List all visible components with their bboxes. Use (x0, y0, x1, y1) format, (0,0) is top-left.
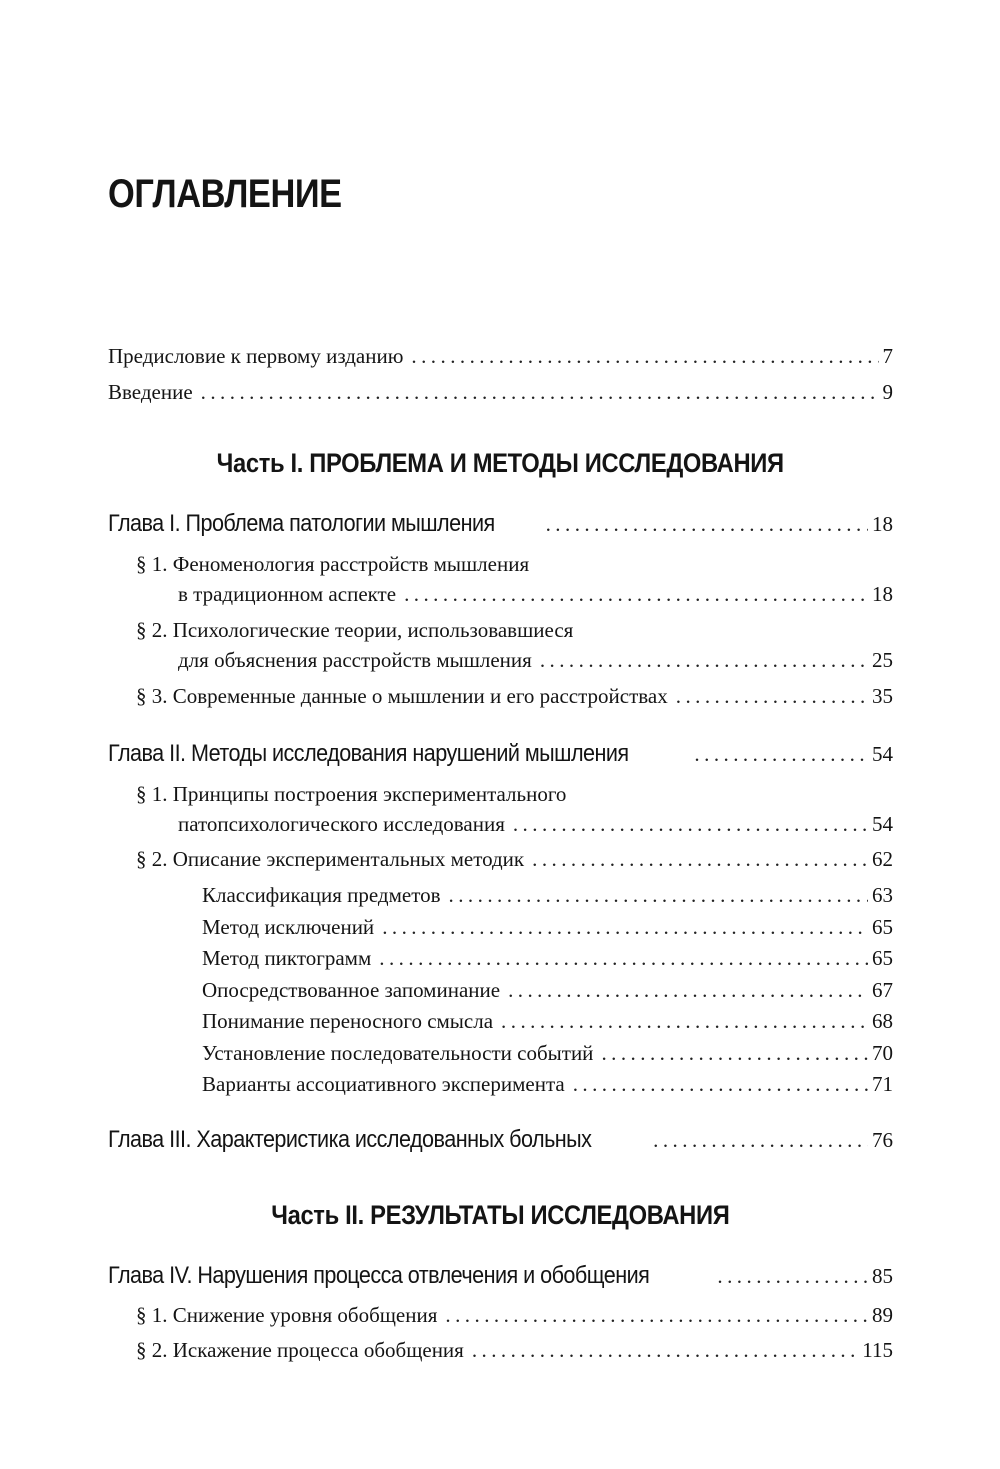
toc-method-item[interactable] (202, 1070, 893, 1098)
leader-dots (404, 580, 868, 608)
toc-entry-page: 54 (872, 742, 893, 766)
leader-dots (379, 944, 868, 972)
toc-entry-introduction[interactable] (108, 378, 893, 406)
toc-entry-label: Классификация предметов (202, 883, 441, 907)
leader-dots (382, 913, 868, 941)
toc-section-2-1[interactable] (178, 810, 893, 838)
toc-entry-label: для объяснения расстройств мышления (178, 648, 532, 672)
page-title: ОГЛАВЛЕНИЕ (108, 172, 342, 216)
toc-section-1-3[interactable] (136, 682, 893, 710)
toc-method-item[interactable] (202, 1007, 893, 1035)
toc-entry-page: 25 (872, 648, 893, 672)
toc-entry-label: Варианты ассоциативного эксперимента (202, 1072, 565, 1096)
leader-dots (411, 342, 878, 370)
chapter-label: Глава IV. Нарушения процесса отвлечения и обобщения (108, 1262, 650, 1289)
toc-entry-label: Установление последовательности событий (202, 1041, 594, 1065)
toc-entry-page: 18 (872, 512, 893, 536)
toc-entry-label: § 1. Снижение уровня обобщения (136, 1303, 438, 1327)
toc-section-4-1[interactable] (136, 1301, 893, 1329)
section-1-2-line1: § 2. Психологические теории, использовавшиеся (136, 618, 574, 642)
toc-entry-label: Понимание переносного смысла (202, 1009, 494, 1033)
toc-entry-page: 7 (882, 344, 893, 368)
leader-dots (501, 1007, 868, 1035)
toc-entry-label: в традиционном аспекте (178, 582, 397, 606)
toc-entry-page: 18 (872, 582, 893, 606)
toc-entry-label: Метод пиктограмм (202, 946, 372, 970)
toc-entry-label: Метод исключений (202, 915, 375, 939)
toc-section-1-2[interactable] (178, 646, 893, 674)
toc-section-4-2[interactable] (136, 1336, 893, 1364)
leader-dots (694, 740, 868, 768)
leader-dots (508, 976, 868, 1004)
toc-entry-label: § 3. Современные данные о мышлении и его расстройствах (136, 684, 668, 708)
toc-entry-page: 71 (872, 1072, 893, 1096)
toc-entry-label: § 2. Описание экспериментальных методик (136, 847, 525, 871)
toc-entry-label: § 2. Искажение процесса обобщения (136, 1338, 464, 1362)
chapter-label: Глава I. Проблема патологии мышления (108, 510, 495, 537)
toc-method-item[interactable] (202, 976, 893, 1004)
toc-entry-label: Введение (108, 380, 193, 404)
leader-dots (676, 682, 868, 710)
toc-entry-page: 70 (872, 1041, 893, 1065)
toc-entry-page: 115 (862, 1338, 893, 1362)
toc-section-1-1[interactable] (178, 580, 893, 608)
toc-entry-page: 89 (872, 1303, 893, 1327)
chapter-label: Глава III. Характеристика исследованных больных (108, 1126, 592, 1153)
toc-entry-page: 76 (872, 1128, 893, 1152)
leader-dots (546, 510, 868, 538)
toc-section-2-2[interactable] (136, 845, 893, 873)
toc-entry-page: 35 (872, 684, 893, 708)
toc-chapter-3[interactable] (108, 1126, 893, 1154)
leader-dots (601, 1039, 868, 1067)
leader-dots (472, 1336, 858, 1364)
toc-entry-page: 9 (882, 380, 893, 404)
leader-dots (449, 881, 868, 909)
toc-entry-page: 54 (872, 812, 893, 836)
toc-entry-page: 85 (872, 1264, 893, 1288)
toc-entry-page: 68 (872, 1009, 893, 1033)
section-1-1-line1: § 1. Феноменология расстройств мышления (136, 552, 530, 576)
toc-chapter-1[interactable] (108, 510, 893, 538)
toc-entry-preface[interactable] (108, 342, 893, 370)
toc-entry-page: 63 (872, 883, 893, 907)
toc-entry-page: 65 (872, 915, 893, 939)
toc-entry-label: патопсихологического исследования (178, 812, 505, 836)
part-2-title: Часть II. РЕЗУЛЬТАТЫ ИССЛЕДОВАНИЯ (271, 1200, 730, 1230)
leader-dots (201, 378, 879, 406)
chapter-label: Глава II. Методы исследования нарушений мышления (108, 740, 629, 767)
toc-entry-page: 62 (872, 847, 893, 871)
leader-dots (513, 810, 868, 838)
toc-entry-label: Предисловие к первому изданию (108, 344, 404, 368)
leader-dots (445, 1301, 868, 1329)
part-1-heading (108, 448, 893, 479)
toc-method-item[interactable] (202, 944, 893, 972)
toc-entry-page: 67 (872, 978, 893, 1002)
leader-dots (540, 646, 868, 674)
toc-method-item[interactable] (202, 913, 893, 941)
toc-entry-label: Опосредствованное запоминание (202, 978, 501, 1002)
leader-dots (653, 1126, 868, 1154)
leader-dots (573, 1070, 868, 1098)
part-1-title: Часть I. ПРОБЛЕМА И МЕТОДЫ ИССЛЕДОВАНИЯ (216, 448, 785, 478)
table-of-contents-page (108, 0, 893, 1469)
section-2-1-line1: § 1. Принципы построения экспериментального (136, 782, 567, 806)
toc-chapter-4[interactable] (108, 1262, 893, 1290)
leader-dots (532, 845, 868, 873)
toc-method-item[interactable] (202, 881, 893, 909)
toc-entry-page: 65 (872, 946, 893, 970)
leader-dots (717, 1262, 868, 1290)
part-2-heading (108, 1200, 893, 1231)
toc-method-item[interactable] (202, 1039, 893, 1067)
toc-chapter-2[interactable] (108, 740, 893, 768)
